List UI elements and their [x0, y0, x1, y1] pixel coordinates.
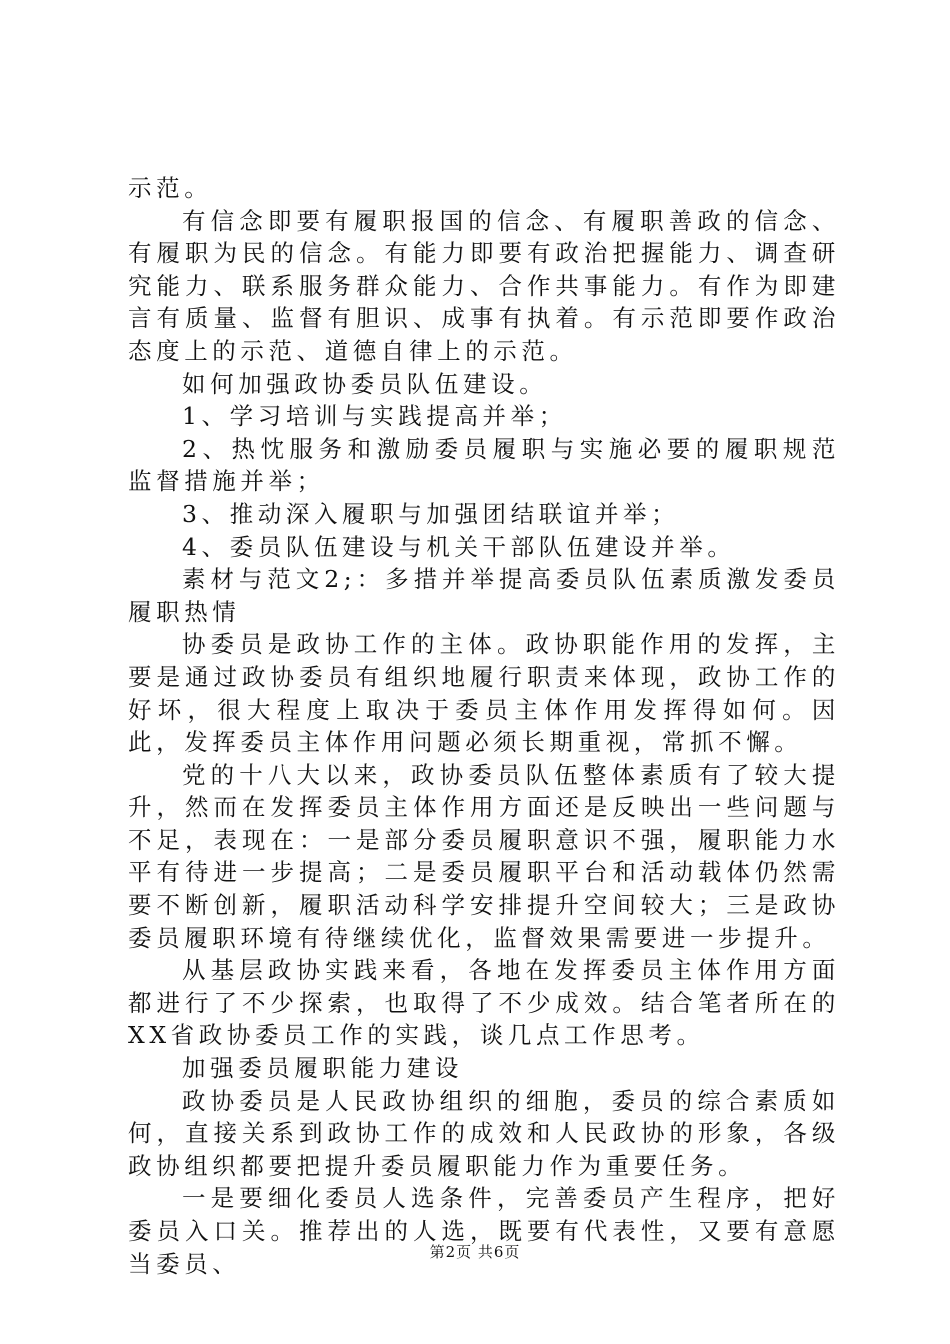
body-paragraph: 协委员是政协工作的主体。政协职能作用的发挥，主要是通过政协委员有组织地履行职责来体现，政协工作的好坏，很大程度上取决于委员主体作用发挥得如何。因此，发挥委员主体作用问题必须长期重视，常抓不懈。 — [128, 630, 840, 757]
document-body — [128, 172, 840, 1280]
body-paragraph: 政协委员是人民政协组织的细胞，委员的综合素质如何，直接关系到政协工作的成效和人民政协的形象，各级政协组织都要把提升委员履职能力作为重要任务。 — [128, 1086, 840, 1180]
body-paragraph: 示范。 — [128, 174, 213, 202]
body-paragraph: 加强委员履职能力建设 — [182, 1054, 463, 1083]
body-paragraph: 2、热忱服务和激励委员履职与实施必要的履职规范监督措施并举； — [128, 434, 840, 496]
body-paragraph: 有信念即要有履职报国的信念、有履职善政的信念、有履职为民的信念。有能力即要有政治把握能力、调查研究能力、联系服务群众能力、合作共事能力。有作为即建言有质量、监督有胆识、成事有执着。有示范即要作政治态度上的示范、道德自律上的示范。 — [128, 206, 840, 365]
body-paragraph: 一是要细化委员人选条件，完善委员产生程序，把好委员入口关。推荐出的人选，既要有代表性，又要有意愿当委员、 — [128, 1184, 840, 1278]
body-paragraph: 从基层政协实践来看，各地在发挥委员主体作用方面都进行了不少探索，也取得了不少成效。结合笔者所在的XX省政协委员工作的实践，谈几点工作思考。 — [128, 956, 840, 1050]
body-paragraph: 1、学习培训与实践提高并举； — [182, 402, 567, 431]
page-footer: 第2页 共6页 — [429, 1243, 521, 1261]
body-paragraph: 党的十八大以来，政协委员队伍整体素质有了较大提升，然而在发挥委员主体作用方面还是反映出一些问题与不足，表现在：一是部分委员履职意识不强，履职能力水平有待进一步提高；二是委员履职平台和活动载体仍然需要不断创新，履职活动科学安排提升空间较大；三是政协委员履职环境有待继续优化，监督效果需要进一步提升。 — [128, 760, 840, 952]
body-paragraph: 如何加强政协委员队伍建设。 — [182, 369, 548, 398]
body-paragraph: 4、委员队伍建设与机关干部队伍建设并举。 — [182, 532, 736, 561]
body-paragraph: 3、推动深入履职与加强团结联谊并举； — [182, 499, 680, 528]
body-paragraph: 素材与范文2;：多措并举提高委员队伍素质激发委员履职热情 — [128, 565, 840, 626]
